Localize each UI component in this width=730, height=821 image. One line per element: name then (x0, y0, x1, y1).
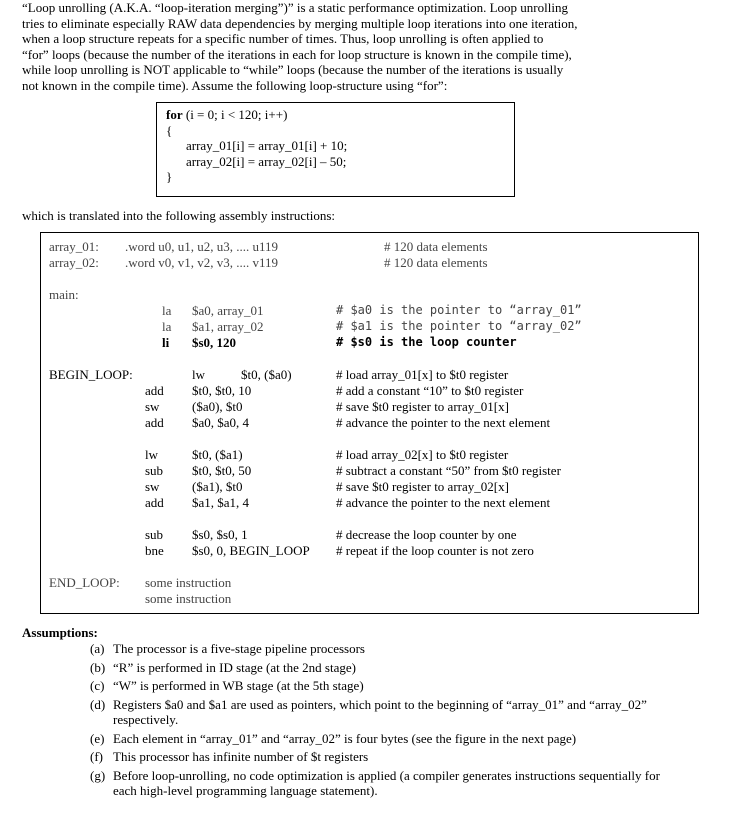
asm-comment: # $a1 is the pointer to “array_02” (336, 319, 582, 333)
asm-comment: # load array_01[x] to $t0 register (336, 367, 509, 382)
asm-op: add (145, 495, 164, 510)
assumption-text: Registers $a0 and $a1 are used as pointers, which point to the beginning of “array_01” and “array_02” respectively. (113, 696, 647, 727)
main-label: main: (49, 287, 79, 302)
assumption-item (90, 731, 670, 747)
asm-op: bne (145, 543, 164, 558)
assumption-label: (e) (90, 730, 105, 746)
intro-line: “for” loops (because the number of the iterations in each for loop structure is known in the compile time), (22, 46, 572, 62)
asm-args: $s0, $s0, 1 (192, 527, 248, 542)
assumption-label: (g) (90, 767, 106, 783)
data-comment-array01: # 120 data elements (384, 239, 488, 254)
assumptions-list (90, 641, 670, 802)
end-instruction-2: some instruction (145, 591, 232, 606)
c-statement-1: array_01[i] = array_01[i] + 10; (186, 138, 348, 153)
data-directive-array01: .word u0, u1, u2, u3, .... u119 (125, 239, 278, 254)
assumption-item (90, 697, 670, 728)
intro-line: “Loop unrolling (A.K.A. “loop-iteration merging”)” is a static performance optimization. Loop unrolling (22, 0, 568, 15)
intro-line: tries to eliminate especially RAW data dependencies by merging multiple loop iterations into one iteration, (22, 15, 578, 31)
asm-op: la (162, 303, 172, 318)
asm-args: $a1, array_02 (192, 319, 264, 334)
asm-args: $a0, array_01 (192, 303, 264, 318)
assembly-box (40, 232, 699, 614)
intro-paragraph (22, 0, 712, 94)
asm-args: $t0, ($a0) (241, 367, 292, 382)
data-directive-array02: .word v0, v1, v2, v3, .... v119 (125, 255, 278, 270)
asm-args: ($a1), $t0 (192, 479, 243, 494)
asm-args: $s0, 0, BEGIN_LOOP (192, 543, 310, 558)
assumption-item (90, 641, 670, 657)
assumption-label: (c) (90, 678, 105, 693)
intro-line: when a loop structure repeats for a specific number of times. Thus, loop unrolling is often applied to (22, 31, 544, 47)
asm-comment: # advance the pointer to the next element (336, 495, 551, 510)
c-statement-2: array_02[i] = array_02[i] – 50; (186, 153, 347, 169)
asm-comment: # decrease the loop counter by one (336, 527, 517, 542)
data-label-array02: array_02: (49, 255, 99, 270)
assumption-item (90, 768, 670, 799)
for-header (166, 107, 514, 123)
assumption-label: (a) (90, 641, 105, 656)
asm-args: ($a0), $t0 (192, 399, 243, 414)
asm-op: sub (145, 463, 164, 478)
asm-op: add (145, 383, 164, 398)
data-comment-array02: # 120 data elements (384, 255, 488, 270)
c-code-box (156, 102, 515, 197)
asm-comment: # save $t0 register to array_01[x] (336, 399, 509, 414)
assumption-text: “R” is performed in ID stage (at the 2nd stage) (113, 659, 356, 675)
translation-sentence: which is translated into the following assembly instructions: (22, 208, 336, 223)
assumption-item (90, 749, 670, 765)
assumption-text: The processor is a five-stage pipeline processors (113, 641, 365, 656)
asm-args: $s0, 120 (192, 335, 237, 350)
asm-comment: # load array_02[x] to $t0 register (336, 447, 509, 462)
asm-op: sub (145, 527, 164, 542)
assumption-label: (d) (90, 696, 106, 712)
assumption-text: Before loop-unrolling, no code optimization is applied (a compiler generates instructions sequentially for each high-level programming language statement). (113, 767, 660, 798)
asm-op: sw (145, 479, 160, 494)
asm-comment: # $s0 is the loop counter (336, 335, 517, 349)
assumptions-heading: Assumptions: (22, 625, 98, 640)
asm-args: $a1, $a1, 4 (192, 495, 250, 510)
intro-line: while loop unrolling is NOT applicable to “while” loops (because the number of the iterations is usually (22, 62, 564, 78)
assumption-text: Each element in “array_01” and “array_02” is four bytes (see the figure in the next page) (113, 730, 577, 746)
assumption-label: (f) (90, 749, 103, 764)
asm-args: $t0, ($a1) (192, 447, 243, 462)
asm-args: $t0, $t0, 10 (192, 383, 252, 398)
for-keyword: for (166, 107, 183, 122)
assumption-item (90, 678, 670, 694)
asm-comment: # add a constant “10” to $t0 register (336, 383, 524, 398)
close-brace: } (166, 169, 173, 184)
for-condition: (i = 0; i < 120; i++) (182, 107, 288, 122)
assumption-label: (b) (90, 659, 106, 675)
end-instruction-1: some instruction (145, 575, 232, 590)
asm-comment: # subtract a constant “50” from $t0 register (336, 463, 561, 478)
asm-op: lw (145, 447, 158, 462)
asm-op: li (162, 335, 170, 350)
asm-op: sw (145, 399, 160, 414)
open-brace: { (166, 122, 173, 138)
asm-comment: # repeat if the loop counter is not zero (336, 543, 534, 558)
asm-comment: # $a0 is the pointer to “array_01” (336, 303, 582, 317)
asm-op: add (145, 415, 164, 430)
intro-line: not known in the compile time). Assume the following loop-structure using “for”: (22, 77, 448, 93)
data-label-array01: array_01: (49, 239, 99, 254)
asm-args: $t0, $t0, 50 (192, 463, 252, 478)
asm-op: lw (192, 367, 205, 382)
assumption-text: “W” is performed in WB stage (at the 5th stage) (113, 678, 364, 693)
asm-comment: # advance the pointer to the next element (336, 415, 551, 430)
asm-comment: # save $t0 register to array_02[x] (336, 479, 509, 494)
end-loop-label: END_LOOP: (49, 575, 120, 590)
assumption-item (90, 660, 670, 676)
asm-args: $a0, $a0, 4 (192, 415, 250, 430)
assumption-text: This processor has infinite number of $t registers (113, 749, 369, 764)
begin-loop-label: BEGIN_LOOP: (49, 367, 133, 382)
asm-op: la (162, 319, 172, 334)
